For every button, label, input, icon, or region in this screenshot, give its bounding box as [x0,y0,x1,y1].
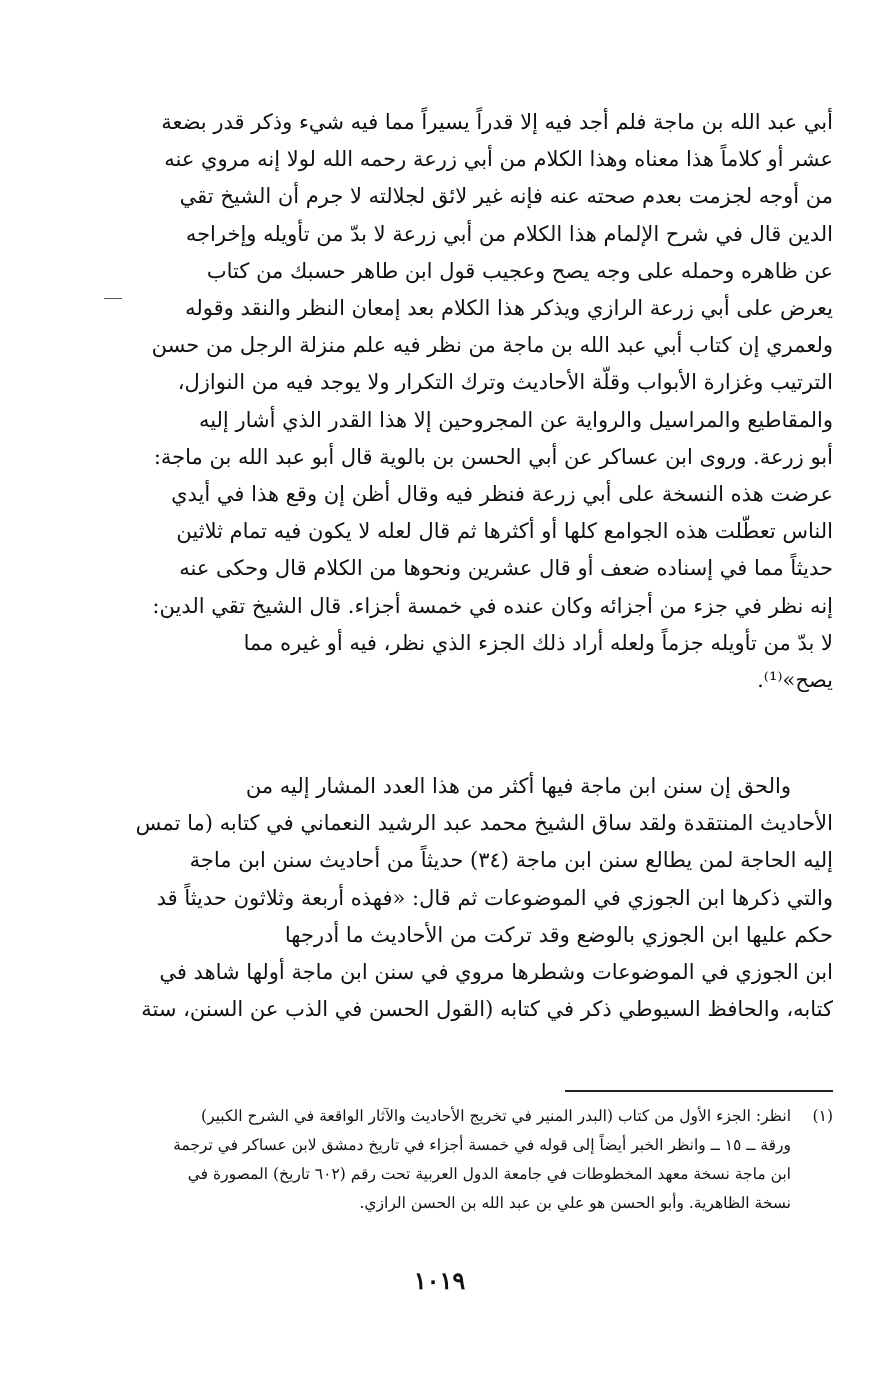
body-paragraph-1 [133,104,833,699]
footnote-line: نسخة الظاهرية. وأبو الحسن هو علي بن عبد الله بن الحسن الرازي. [359,1194,791,1212]
text-line: والحق إن سنن ابن ماجة فيها أكثر من هذا العدد المشار إليه من [245,774,791,798]
text-line: يعرض على أبي زرعة الرازي ويذكر هذا الكلام بعد إمعان النظر والنقد وقوله [185,296,833,321]
footnote-text [133,1102,791,1218]
text-line: أبي عبد الله بن ماجة فلم أجد فيه إلا قدراً يسيراً مما فيه شيء وذكر قدر بضعة [161,110,833,134]
footnote-separator [565,1090,833,1092]
text-line: عن ظاهره وحمله على وجه يصح وعجيب قول ابن طاهر حسبك من كتاب [206,258,833,283]
text-line: عشر أو كلاماً هذا معناه وهذا الكلام من أبي زرعة رحمه الله لولا إنه مروي عنه [164,147,833,172]
footnote-line: ورقة ــ ١٥ ــ وانظر الخبر أيضاً إلى قوله في خمسة أجزاء في تاريخ دمشق لابن عساكر في ترجمة [173,1136,791,1154]
text-line: حكم عليها ابن الجوزي بالوضع وقد تركت من الأحاديث ما أدرجها [284,922,833,947]
text-line: من أوجه لجزمت بعدم صحته عنه فإنه غير لائق لجلالته لا جرم أن الشيخ تقي [179,184,833,209]
text-line: عرضت هذه النسخة على أبي زرعة فنظر فيه وقال أظن إن وقع هذا في أيدي [171,482,833,507]
text-line: والمقاطيع والمراسيل والرواية عن المجروحين إلا هذا القدر الذي أشار إليه [198,407,833,432]
page-number: ١٠١٩ [413,1266,466,1295]
text-line: أبو زرعة. وروى ابن عساكر عن أبي الحسن بن بالوية قال أبو عبد الله بن ماجة: [153,444,833,469]
text-line: حديثاً مما في إسناده ضعف أو قال عشرين ونحوها من الكلام قال وحكى عنه [179,556,833,581]
text-line: ابن الجوزي في الموضوعات وشطرها مروي في سنن ابن ماجة أولها شاهد في [159,960,833,985]
text-line: إليه الحاجة لمن يطالع سنن ابن ماجة (٣٤) حديثاً من أحاديث سنن ابن ماجة [189,848,833,873]
footnote-line: انظر: الجزء الأول من كتاب (البدر المنير في تخريج الأحاديث والآثار الواقعة في الشرح الكبير) [201,1107,791,1125]
text-line: كتابه، والحافظ السيوطي ذكر في كتابه (القول الحسن في الذب عن السنن، ستة [141,997,833,1022]
footnote-number: (١) [812,1107,833,1125]
text-line: الدين قال في شرح الإلمام هذا الكلام من أبي زرعة لا بدّ من تأويله وإخراجه [185,221,833,246]
body-paragraph-2 [133,768,833,1028]
text-line: ولعمري إن كتاب أبي عبد الله بن ماجة من نظر فيه علم منزلة الرجل من حسن [151,333,833,358]
footnote [133,1102,833,1218]
text-line: لا بدّ من تأويله جزماً ولعله أراد ذلك الجزء الذي نظر، فيه أو غيره مما [243,630,833,655]
text-line: الأحاديث المنتقدة ولقد ساق الشيخ محمد عبد الرشيد النعماني في كتابه (ما تمس [135,811,833,836]
footnote-line: ابن ماجة نسخة معهد المخطوطات في جامعة الدول العربية تحت رقم (٦٠٢ تاريخ) المصورة في [187,1165,791,1183]
text-line: يصح»⁽¹⁾. [757,668,833,693]
margin-mark [104,298,122,299]
text-line: إنه نظر في جزء من أجزائه وكان عنده في خمسة أجزاء. قال الشيخ تقي الدين: [152,593,833,618]
text-line: الناس تعطّلت هذه الجوامع كلها أو أكثرها ثم قال لعله لا يكون فيه تمام ثلاثين [176,519,833,544]
text-line: الترتيب وغزارة الأبواب وقلّة الأحاديث وترك التكرار ولا يوجد فيه من النوازل، [177,370,833,395]
text-line: والتي ذكرها ابن الجوزي في الموضوعات ثم قال: «فهذه أربعة وثلاثون حديثاً قد [156,885,833,910]
